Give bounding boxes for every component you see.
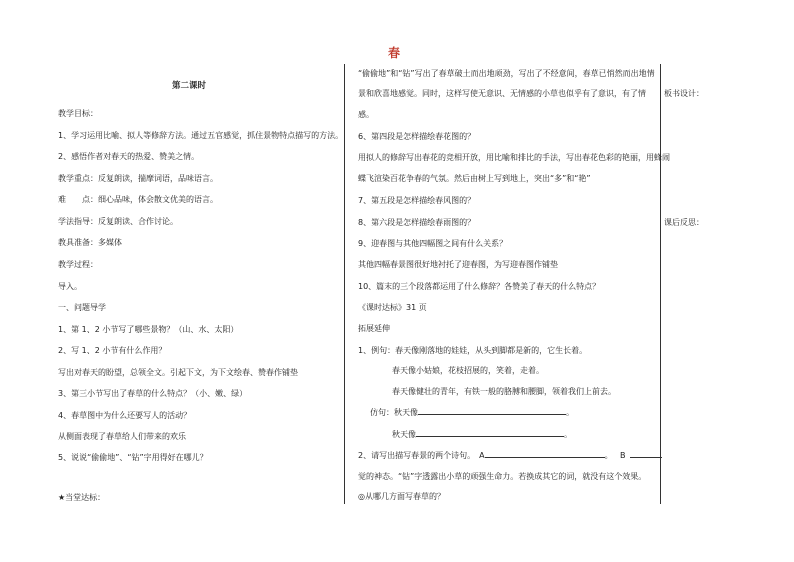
text-line: 从侧面表现了春草给人们带来的欢乐 xyxy=(58,432,186,441)
period: 。 xyxy=(566,408,574,417)
text-line: ◎从哪几方面写春草的？ xyxy=(358,492,445,501)
text-line: 学法指导：反复朗读、合作讨论。 xyxy=(58,217,178,226)
answer-blank[interactable] xyxy=(485,449,605,458)
text-line: 拓展延伸 xyxy=(358,324,390,333)
text-line: ★当堂达标： xyxy=(58,493,106,502)
column-divider-right xyxy=(660,64,661,504)
text-line: 一、问题导学 xyxy=(58,303,106,312)
period: 。 xyxy=(564,430,572,439)
text-line: 教学目标： xyxy=(58,109,98,118)
text-line: 《课时达标》31 页 xyxy=(358,303,427,312)
text-line: 景和欣喜地感觉。同时，这样写使无意识、无情感的小草也似乎有了意识，有了情 xyxy=(358,89,646,98)
text-line: 导入。 xyxy=(58,282,82,291)
text-line: 6、第四段是怎样描绘春花图的？ xyxy=(358,132,476,141)
text-line: 2、写 1、2 小节有什么作用？ xyxy=(58,346,167,355)
reflection-label: 课后反思： xyxy=(664,218,704,227)
text-line: 1、学习运用比喻、拟人等修辞方法。通过五官感觉，抓住景物特点描写的方法。 xyxy=(58,131,344,140)
period: 。 xyxy=(604,451,613,460)
text-line: 用拟人的修辞写出春花的竞相开放，用比喻和排比的手法，写出春花色彩的艳丽，用蜂闹 xyxy=(358,153,670,162)
imitation-label: 仿句：秋天像 xyxy=(370,408,418,417)
column-divider-left xyxy=(344,64,345,504)
answer-blank[interactable] xyxy=(630,449,662,458)
text-line: 教学过程： xyxy=(58,260,98,269)
lesson-title: 第二课时 xyxy=(172,81,207,91)
text-line: 春天像小姑娘，花枝招展的，笑着，走着。 xyxy=(392,366,544,375)
text-line: 蝶飞渲染百花争春的气氛。然后由树上写到地上，突出“多”和“艳” xyxy=(358,174,591,183)
text-line xyxy=(358,449,613,461)
text-line: 5、说说“偷偷地”、“钻”字用得好在哪儿？ xyxy=(58,453,208,462)
answer-blank[interactable] xyxy=(416,428,564,437)
text-line: 1、第 1、2 小节写了哪些景物？（山、水、太阳） xyxy=(58,325,239,334)
text-line: “偷偷地”和“钻”写出了春草破土而出地顽劲，写出了不经意间，春草已悄然而出地情 xyxy=(358,69,655,78)
text-line: 4、春草图中为什么还要写人的活动？ xyxy=(58,411,192,420)
text-line: 春天像健壮的青年，有铁一般的胳膊和腰脚，领着我们上前去。 xyxy=(392,387,616,396)
page-title: 春 xyxy=(388,46,401,60)
text-line: 觉的神态。“钻”字透露出小草的顽强生命力。若换成其它的词，就没有这个效果。 xyxy=(358,472,647,481)
text-line: 难 点：细心品味，体会散文优美的语言。 xyxy=(58,195,218,204)
imitation-label: 秋天像 xyxy=(392,430,416,439)
text-line: 写出对春天的盼望，总领全文。引起下文，为下文绘春、赞春作铺垫 xyxy=(58,368,298,377)
text-line: 教具准备：多媒体 xyxy=(58,238,122,247)
text-line: 10、篇末的三个段落都运用了什么修辞？各赞美了春天的什么特点？ xyxy=(358,282,601,291)
text-line xyxy=(370,406,574,418)
text-line: 1、例句：春天像刚落地的娃娃，从头到脚都是新的，它生长着。 xyxy=(358,346,588,355)
poem-question: 2、请写出描写春景的两个诗句。 A xyxy=(358,451,485,460)
text-line: 2、感悟作者对春天的热爱、赞美之情。 xyxy=(58,152,200,161)
text-line: 感。 xyxy=(358,110,374,119)
text-line: 教学重点：反复朗读，揣摩词语，品味语言。 xyxy=(58,174,218,183)
text-line xyxy=(620,449,662,461)
text-line: 9、迎春图与其他四幅图之间有什么关系？ xyxy=(358,239,508,248)
answer-blank[interactable] xyxy=(418,406,566,415)
text-line: 7、第五段是怎样描绘春风图的？ xyxy=(358,196,476,205)
text-line: 其他四幅春景图很好地衬托了迎春图，为写迎春图作铺垫 xyxy=(358,260,558,269)
text-line: 8、第六段是怎样描绘春雨图的？ xyxy=(358,218,476,227)
text-line: 3、第三小节写出了春草的什么特点？（小、嫩、绿） xyxy=(58,389,248,398)
poem-label-b: B xyxy=(620,451,626,460)
text-line xyxy=(392,428,572,440)
board-design-label: 板书设计： xyxy=(664,89,704,98)
